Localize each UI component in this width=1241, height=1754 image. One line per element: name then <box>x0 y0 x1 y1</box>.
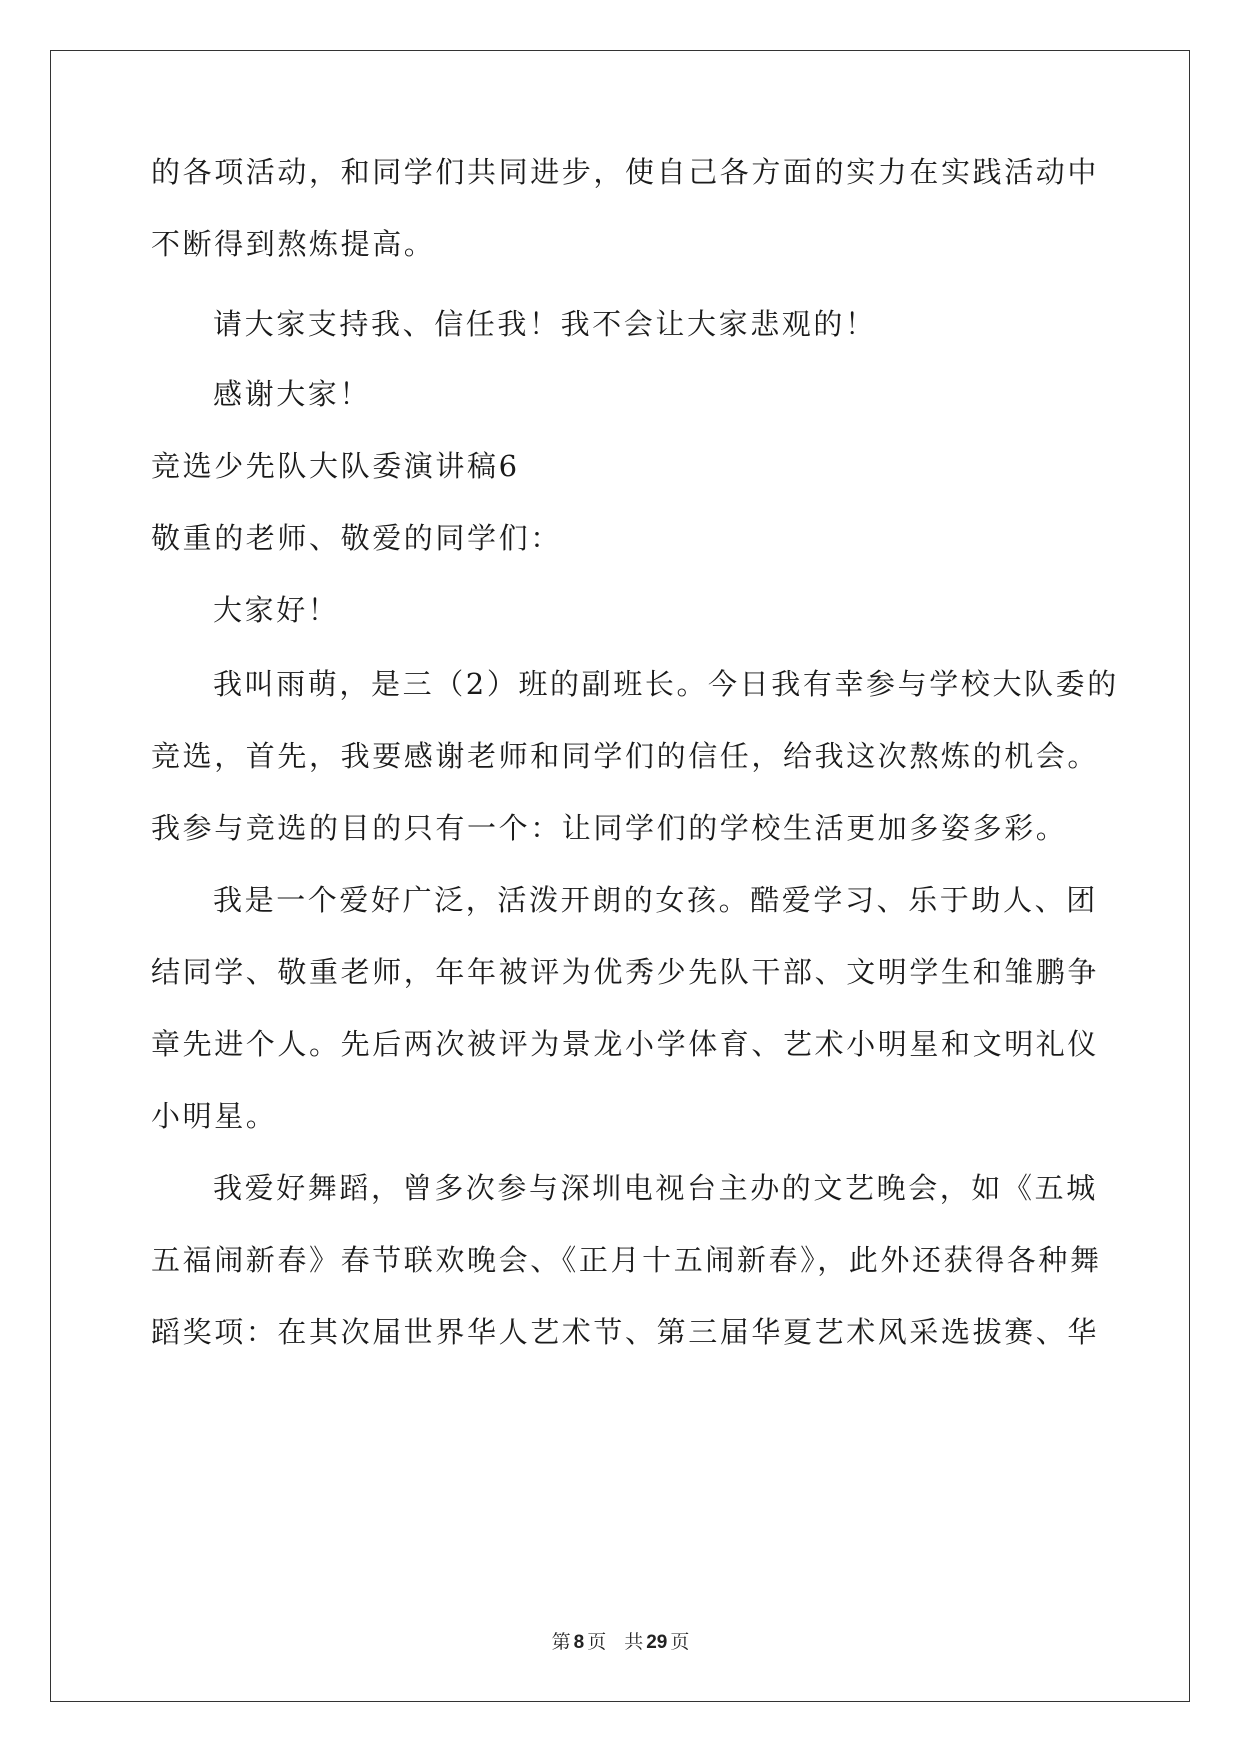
salutation: 敬重的老师、敬爱的同学们： <box>151 521 562 555</box>
body-line: 竞选，首先，我要感谢老师和同学们的信任，给我这次熬炼的机会。 <box>151 739 1100 773</box>
body-line: 我参与竞选的目的只有一个：让同学们的学校生活更加多姿多彩。 <box>151 811 1068 845</box>
paragraph-line: 我是一个爱好广泛，活泼开朗的女孩。酷爱学习、乐于助人、团 <box>213 883 1098 917</box>
paragraph-line: 我爱好舞蹈，曾多次参与深圳电视台主办的文艺晚会，如《五城 <box>213 1171 1098 1205</box>
page-prefix: 第 <box>551 1631 571 1653</box>
paragraph-line: 我叫雨萌，是三（2）班的副班长。今日我有幸参与学校大队委的 <box>213 667 1119 701</box>
total-suffix: 页 <box>670 1631 690 1653</box>
body-line: 蹈奖项：在其次届世界华人艺术节、第三届华夏艺术风采选拔赛、华 <box>151 1315 1100 1349</box>
paragraph-line: 感谢大家！ <box>213 377 372 411</box>
section-title: 竞选少先队大队委演讲稿6 <box>151 449 520 483</box>
paragraph-line: 请大家支持我、信任我！我不会让大家悲观的！ <box>213 307 877 341</box>
total-prefix: 共 <box>624 1631 644 1653</box>
body-line: 章先进个人。先后两次被评为景龙小学体育、艺术小明星和文明礼仪 <box>151 1027 1100 1061</box>
body-line: 小明星。 <box>151 1099 278 1133</box>
page-border <box>50 50 1190 1702</box>
page-number: 8 <box>573 1632 585 1653</box>
body-line: 五福闹新春》春节联欢晚会、《正月十五闹新春》，此外还获得各种舞 <box>151 1243 1102 1277</box>
total-pages: 29 <box>646 1632 668 1653</box>
page-footer <box>0 1630 1241 1655</box>
body-line: 不断得到熬炼提高。 <box>151 227 436 261</box>
body-line: 的各项活动，和同学们共同进步，使自己各方面的实力在实践活动中 <box>151 155 1100 189</box>
greeting: 大家好！ <box>213 593 340 627</box>
body-line: 结同学、敬重老师，年年被评为优秀少先队干部、文明学生和雏鹏争 <box>151 955 1100 989</box>
page-suffix: 页 <box>587 1631 607 1653</box>
